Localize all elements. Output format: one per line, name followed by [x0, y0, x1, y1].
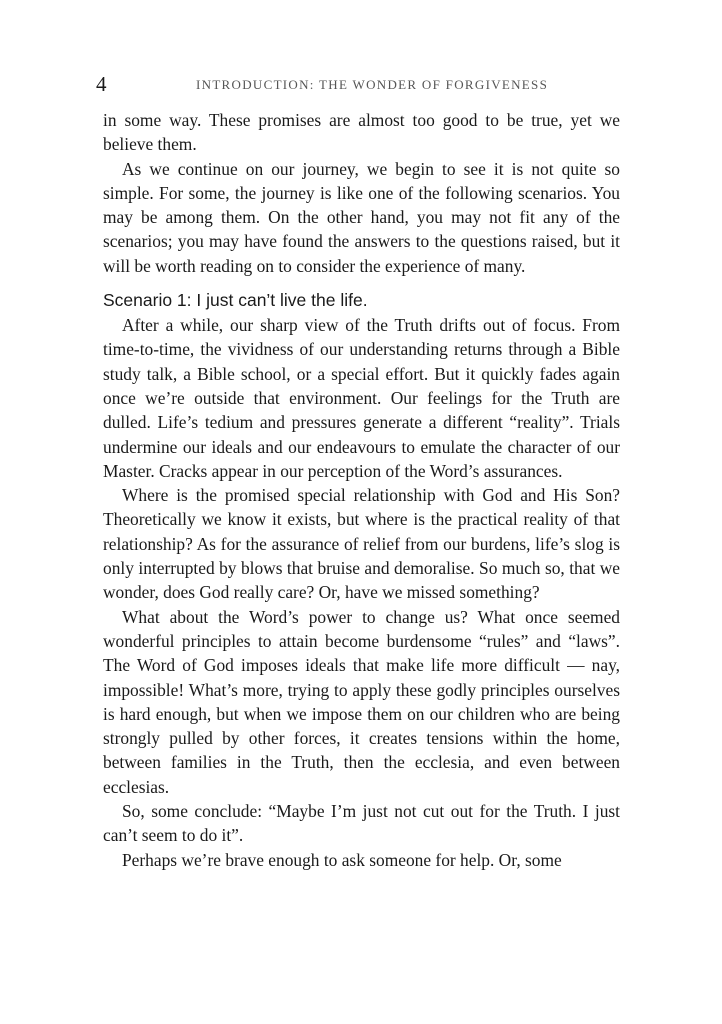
chapter-title: INTRODUCTION: THE WONDER OF FORGIVENESS: [196, 77, 549, 92]
paragraph: in some way. These promises are almost too good to be true, yet we believe them.: [103, 110, 620, 155]
paragraph: Perhaps we’re brave enough to ask someone for help. Or, some: [122, 849, 562, 870]
paragraph: Where is the promised special relationship with God and His Son? Theoretically we know it exists, but where is the practical reality of that relationship? As for the assurance of relief from our burdens, life’s slog is only interrupted by blows that bruise and demoralise. So much so, that we wonder, does God really care? Or, have we missed something?: [103, 485, 620, 603]
paragraph: What about the Word’s power to change us? What once seemed wonderful principles to attain become burdensome “rules” and “laws”. The Word of God imposes ideals that make life more difficult — nay, impossible! What’s more, trying to apply these godly principles ourselves is hard enough, but when we impose them on our children who are being strongly pulled by other forces, it creates tensions within the home, between families in the Truth, then the ecclesia, and even between ecclesias.: [103, 606, 620, 797]
section-heading: Scenario 1: I just can’t live the life.: [103, 290, 368, 311]
page-number: 4: [96, 72, 107, 96]
paragraph: After a while, our sharp view of the Truth drifts out of focus. From time-to-time, the vividness of our understanding returns through a Bible study talk, a Bible school, or a special effort. But it quickly fades again once we’re outside that environment. Our feelings for the Truth are dulled. Life’s tedium and pressures generate a different “reality”. Trials undermine our ideals and our endeavours to emulate the character of our Master. Cracks appear in our perception of the Word’s assurances.: [103, 315, 620, 481]
paragraph: As we continue on our journey, we begin to see it is not quite so simple. For some, the journey is like one of the following scenarios. You may be among them. On the other hand, you may not fit any of the scenarios; you may have found the answers to the questions raised, but it will be worth reading on to consider the experience of many.: [103, 158, 620, 276]
paragraph: So, some conclude: “Maybe I’m just not cut out for the Truth. I just can’t seem to do it”.: [103, 801, 620, 846]
body-text: [103, 108, 620, 872]
running-head: [96, 72, 621, 98]
